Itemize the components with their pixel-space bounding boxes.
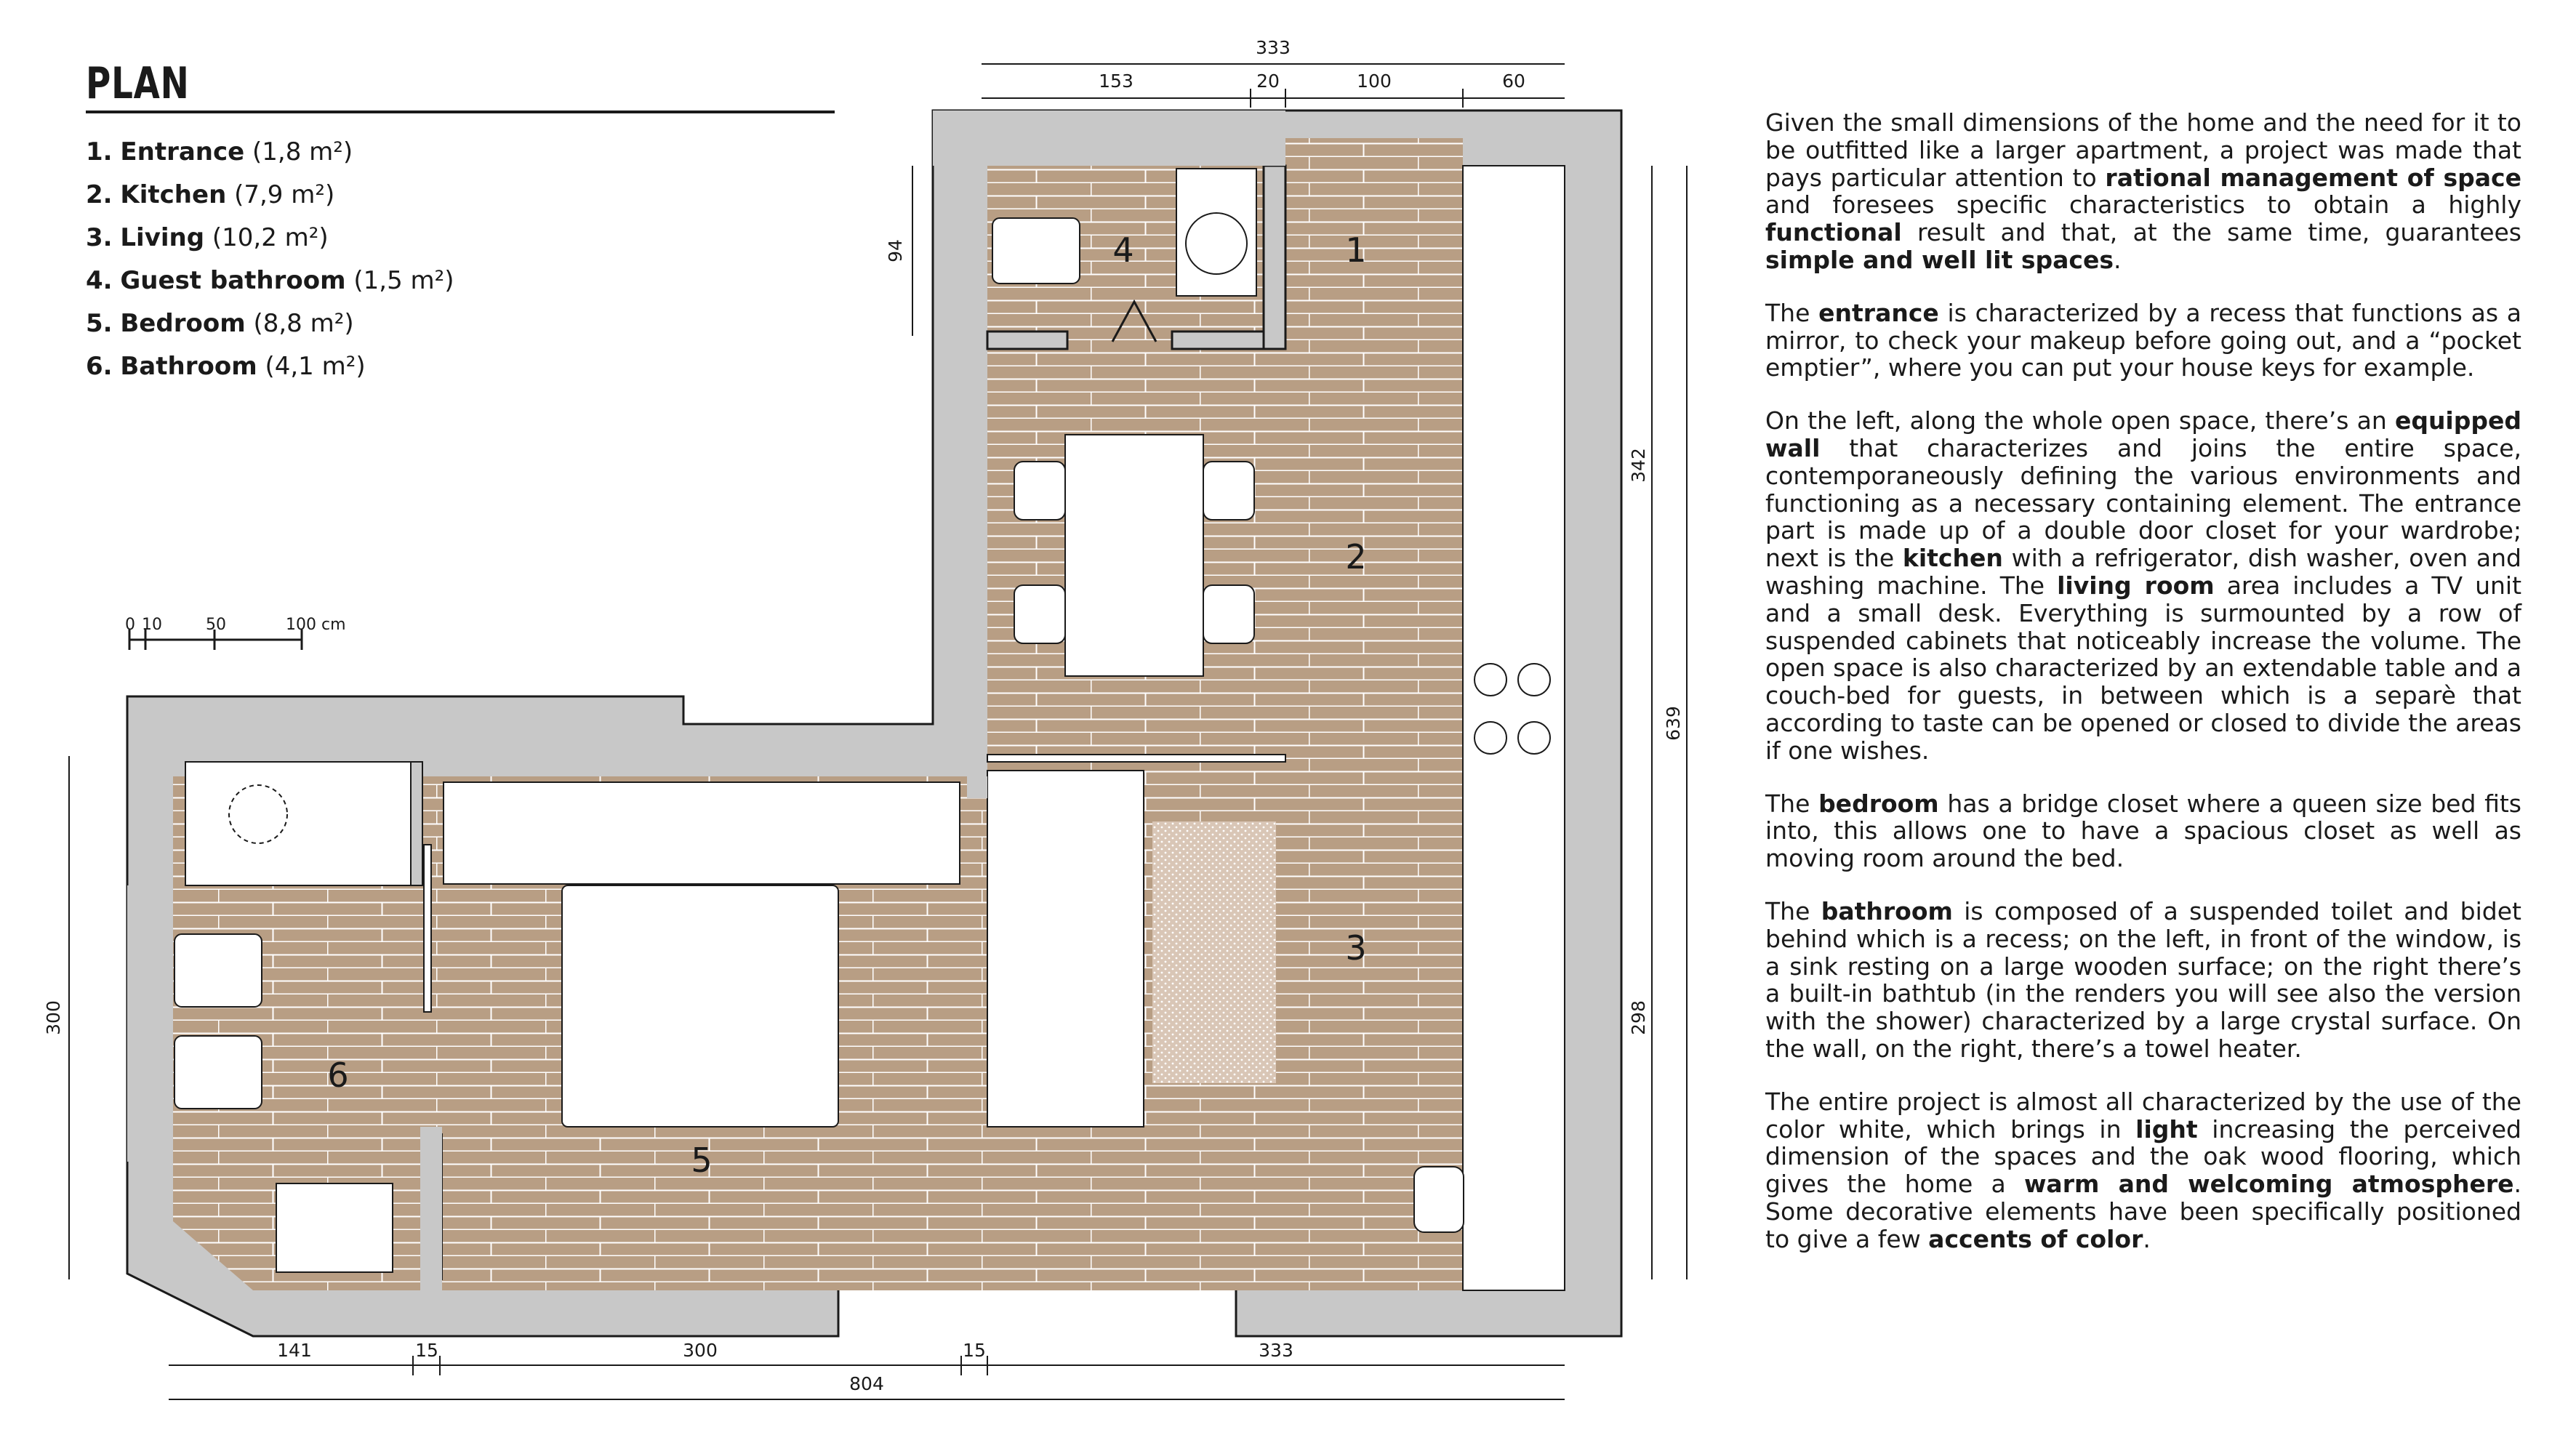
scale-label: 50 — [206, 616, 226, 634]
description-text: The — [1765, 896, 1821, 925]
bathroom-wall-divider — [411, 762, 422, 885]
bathroom-sink — [276, 1183, 393, 1272]
bathroom-drain — [229, 785, 287, 843]
dimension-label: 300 — [683, 1340, 718, 1361]
dimension-label: 153 — [1099, 71, 1133, 92]
chair — [1203, 462, 1254, 520]
description-text: and foresees specific characteristics to obtain a highly — [1765, 190, 2521, 220]
legend-number: 4. — [86, 266, 113, 295]
description-paragraph — [1765, 300, 2521, 382]
description-emphasis: simple and well lit spaces — [1765, 245, 2114, 274]
plan-title: PLAN — [86, 58, 190, 109]
description-text: is composed of a suspended toilet and bidet behind which is a recess; on the left, in front of the window, is a sink resting on a large wooden surface; on the right there’s a built-in bathtub (in the renders you will see also the version with the shower) characterized by a large crystal surface. On the wall, on the right, there’s a towel heater. — [1765, 896, 2521, 1063]
guest-bath-wall-left — [987, 331, 1067, 349]
separe-rail — [987, 755, 1285, 762]
dimension-label: 141 — [277, 1340, 312, 1361]
legend-room-name: Living — [120, 223, 205, 252]
queen-bed — [562, 885, 838, 1127]
dimension-label: 15 — [963, 1340, 986, 1361]
bathroom-wall-left-stub — [127, 885, 173, 1162]
living-wall-stub — [967, 776, 987, 798]
room-number-1: 1 — [1345, 230, 1367, 270]
description-emphasis: living room — [2057, 571, 2215, 600]
description-paragraph — [1765, 790, 2521, 872]
dimension-label: 342 — [1628, 448, 1649, 483]
bathroom-tub — [185, 762, 411, 885]
legend-number: 1. — [86, 137, 113, 166]
dimension-label: 15 — [415, 1340, 438, 1361]
guest-sink-bowl — [1186, 213, 1247, 274]
sofa-bed — [987, 771, 1144, 1127]
project-description — [1765, 109, 2521, 1278]
rug — [1152, 821, 1276, 1083]
legend-room-area: (1,5 m²) — [353, 266, 454, 295]
description-emphasis: bathroom — [1821, 896, 1953, 925]
room-number-2: 2 — [1345, 537, 1367, 576]
description-text: is characterized by a recess that functions as a mirror, to check your makeup before going out, and a “pocket emptier”, where you can put your house keys for example. — [1765, 298, 2522, 382]
description-emphasis: functional — [1765, 218, 1902, 247]
description-emphasis: bedroom — [1818, 789, 1939, 818]
bridge-closet — [444, 782, 960, 884]
description-text: On the left, along the whole open space, there’s an — [1765, 406, 2395, 435]
room-number-6: 6 — [327, 1056, 349, 1095]
description-paragraph — [1765, 407, 2521, 764]
legend-room-name: Guest bathroom — [120, 266, 346, 295]
description-text: that characterizes and joins the entire space, contemporaneously defining the various environments and functioning as a necessary containing element. The entrance part is made up of a double door closet for your wardrobe; next is the — [1765, 433, 2521, 573]
legend-number: 6. — [86, 352, 113, 381]
description-text: area includes a TV unit and a small desk. Everything is surmounted by a row of suspended cabinets that noticeably increase the volume. The open space is also characterized by an extendable table and a couch-bed for guests, in between which is a separè that according to taste can be opened or closed to divide the areas if one wishes. — [1765, 571, 2522, 765]
description-text: The — [1765, 789, 1819, 818]
legend-room-area: (1,8 m²) — [252, 137, 353, 166]
description-emphasis: warm and welcoming atmosphere — [2023, 1170, 2514, 1199]
dimension-label: 300 — [43, 1000, 64, 1035]
bedroom-wall-stub — [420, 1127, 442, 1290]
description-text: . — [2143, 1224, 2151, 1253]
legend-room-area: (10,2 m²) — [212, 223, 329, 252]
hob-burner — [1518, 664, 1550, 696]
description-paragraph — [1765, 1088, 2521, 1253]
scale-label: 0 — [125, 616, 135, 634]
guest-toilet — [992, 218, 1080, 284]
chair — [1014, 462, 1065, 520]
dimension-label: 20 — [1256, 71, 1280, 92]
description-paragraph — [1765, 898, 2521, 1063]
legend-number: 5. — [86, 309, 113, 338]
description-emphasis: accents of color — [1928, 1224, 2143, 1253]
hob-burner — [1518, 722, 1550, 754]
description-text: result and that, at the same time, guarantees — [1901, 218, 2521, 247]
dimension-label: 100 — [1357, 71, 1392, 92]
hob-burner — [1474, 664, 1506, 696]
dimension-label: 94 — [885, 239, 906, 262]
description-emphasis: entrance — [1818, 298, 1939, 327]
dimension-label: 333 — [1256, 37, 1291, 58]
description-text: . — [2114, 245, 2122, 274]
legend-room-name: Kitchen — [120, 180, 227, 209]
dining-table — [1065, 435, 1203, 676]
dimension-label: 804 — [849, 1373, 884, 1394]
scale-label: 100 cm — [286, 616, 346, 634]
description-emphasis: rational management of space — [2105, 163, 2521, 192]
entrance-recess-wall — [933, 110, 1285, 166]
bathroom-door — [424, 845, 431, 1012]
description-emphasis: kitchen — [1902, 544, 2003, 573]
legend-number: 3. — [86, 223, 113, 252]
guest-bath-wall-vertical — [1264, 166, 1285, 349]
scale-label: 10 — [142, 616, 162, 634]
dimension-label: 60 — [1502, 71, 1525, 92]
bathroom-bidet — [174, 1036, 262, 1109]
legend-room-name: Bathroom — [120, 352, 257, 381]
legend-room-area: (7,9 m²) — [234, 180, 335, 209]
description-text: has a bridge closet where a queen size bed fits into, this allows one to have a spacious closet as well as moving room around the bed. — [1765, 789, 2521, 873]
description-text: The — [1765, 298, 1819, 327]
chair — [1203, 585, 1254, 643]
description-paragraph — [1765, 109, 2521, 274]
legend-room-name: Bedroom — [120, 309, 246, 338]
room-number-5: 5 — [691, 1141, 713, 1180]
dimension-label: 639 — [1663, 706, 1684, 741]
hob-burner — [1474, 722, 1506, 754]
legend-number: 2. — [86, 180, 113, 209]
bathroom-toilet — [174, 934, 262, 1007]
legend-room-area: (4,1 m²) — [265, 352, 366, 381]
dimension-label: 333 — [1259, 1340, 1293, 1361]
description-text: . Some decorative elements have been specifically positioned to give a few — [1765, 1170, 2521, 1253]
description-emphasis: equipped wall — [1765, 406, 2521, 462]
description-text: The entire project is almost all characterized by the use of the color white, which brings in — [1765, 1087, 2521, 1143]
description-emphasis: light — [2135, 1114, 2198, 1143]
description-text: Given the small dimensions of the home and the need for it to be outfitted like a larger apartment, a project was made that pays particular attention to — [1765, 108, 2521, 192]
guest-bath-wall-right — [1172, 331, 1264, 349]
legend-room-name: Entrance — [120, 137, 245, 166]
dimension-label: 298 — [1628, 1000, 1649, 1035]
description-text: with a refrigerator, dish washer, oven and washing machine. The — [1765, 544, 2522, 600]
room-number-3: 3 — [1345, 928, 1367, 968]
desk-chair — [1414, 1167, 1464, 1232]
legend-room-area: (8,8 m²) — [253, 309, 354, 338]
chair — [1014, 585, 1065, 643]
room-number-4: 4 — [1112, 230, 1134, 270]
description-text: increasing the perceived dimension of the spaces and the oak wood flooring, which gives the home a — [1765, 1114, 2521, 1199]
